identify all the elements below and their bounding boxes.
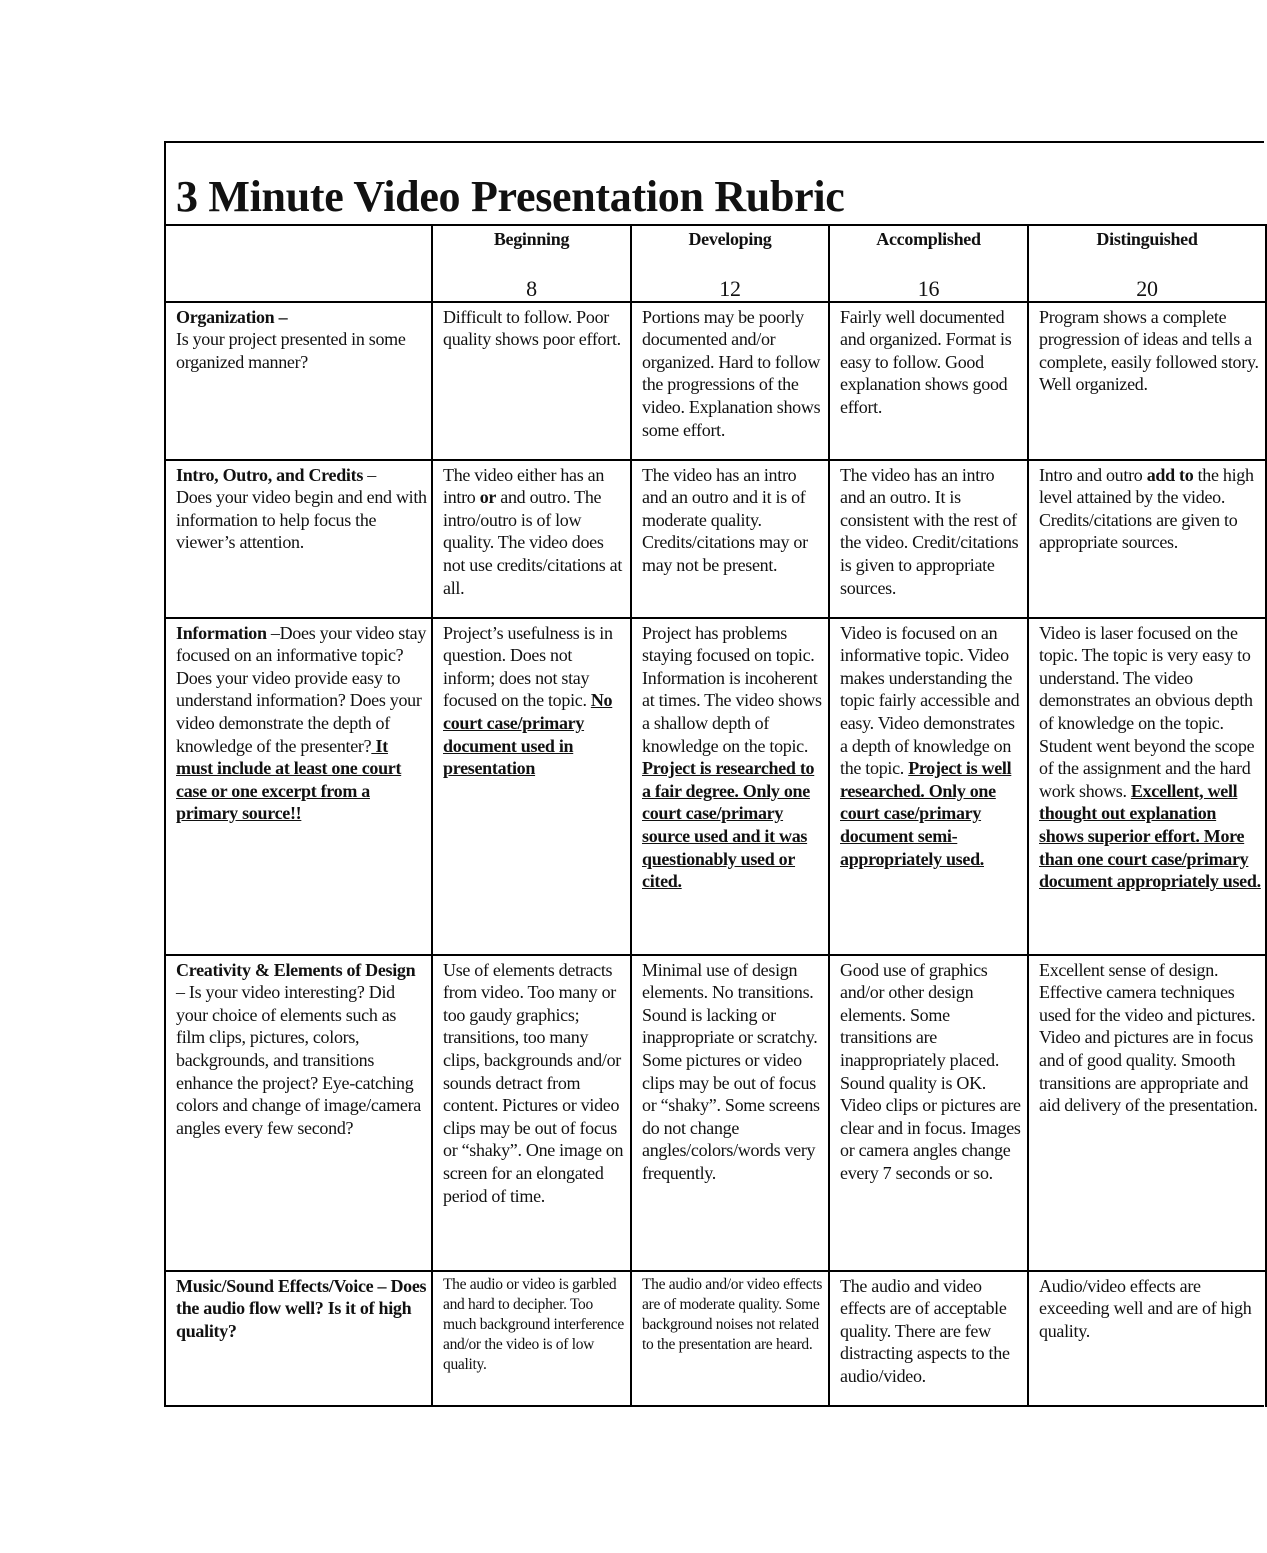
criterion-requirement: It must include at least one court case or one excerpt from a primary source!! bbox=[176, 735, 402, 824]
level-points: 8 bbox=[526, 276, 537, 301]
score-cell-accomplished: The audio and video effects are of acceptable quality. There are few distracting aspects to the audio/video. bbox=[829, 1271, 1028, 1407]
rubric-row-intro-outro bbox=[166, 460, 1266, 618]
level-header-distinguished bbox=[1028, 225, 1266, 302]
level-header-accomplished bbox=[829, 225, 1028, 302]
rubric-row-information bbox=[166, 618, 1266, 955]
score-cell-developing: Portions may be poorly documented and/or organized. Hard to follow the progressions of the video. Explanation shows some effort. bbox=[631, 302, 829, 460]
score-cell-distinguished: Program shows a complete progression of ideas and tells a complete, easily followed story. Well organized. bbox=[1028, 302, 1266, 460]
level-points: 20 bbox=[1136, 276, 1158, 301]
score-cell-beginning: Use of elements detracts from video. Too many or too gaudy graphics; transitions, too many clips, backgrounds and/or sounds detract from content. Pictures or video clips may be out of focus or “shaky”. One image on screen for an elongated period of time. bbox=[432, 955, 631, 1271]
score-cell-beginning bbox=[432, 618, 631, 955]
cell-text: Video is focused on an informative topic. Video makes understanding the topic fairly accessible and easy. Video demonstrates a depth of knowledge on the topic. bbox=[840, 622, 1020, 779]
score-cell-distinguished bbox=[1028, 618, 1266, 955]
criterion-header-cell bbox=[166, 225, 432, 302]
header-row bbox=[166, 225, 1266, 302]
level-header-beginning bbox=[432, 225, 631, 302]
rubric-row-creativity bbox=[166, 955, 1266, 1271]
criterion-title: Intro, Outro, and Credits bbox=[176, 464, 364, 485]
cell-text: Video is laser focused on the topic. The topic is very easy to understand. The video demonstrates an obvious depth of knowledge on the topic. Student went beyond the scope of the assignment and the hard work shows. bbox=[1039, 622, 1255, 801]
score-cell-distinguished bbox=[1028, 460, 1266, 618]
level-name: Developing bbox=[688, 229, 772, 249]
cell-text: The video either has an intro bbox=[443, 464, 605, 508]
criterion-title: Music/Sound Effects/Voice – Does the audio flow well? Is it of high quality? bbox=[176, 1275, 427, 1341]
cell-text: Project’s usefulness is in question. Does not inform; does not stay focused on the topic. bbox=[443, 622, 613, 711]
score-cell-accomplished: The video has an intro and an outro. It is consistent with the rest of the video. Credit/citations is given to appropriate sources. bbox=[829, 460, 1028, 618]
cell-emphasis: add to bbox=[1146, 464, 1194, 485]
cell-emphasis: Excellent, well thought out explanation shows superior effort. More than one court case/primary document appropriately used. bbox=[1039, 780, 1261, 892]
criterion-cell bbox=[166, 1271, 432, 1407]
score-cell-accomplished: Fairly well documented and organized. Format is easy to follow. Good explanation shows good effort. bbox=[829, 302, 1028, 460]
level-header-developing bbox=[631, 225, 829, 302]
rubric-row-organization bbox=[166, 302, 1266, 460]
criterion-question: Is your project presented in some organized manner? bbox=[176, 329, 406, 372]
cell-text: the high level attained by the video. Credits/citations are given to appropriate sources. bbox=[1039, 464, 1254, 553]
score-cell-developing: Minimal use of design elements. No transitions. Sound is lacking or inappropriate or scratchy. Some pictures or video clips may be out of focus or “shaky”. Some screens do not change angles/colors/words very frequently. bbox=[631, 955, 829, 1271]
cell-text: and outro. The intro/outro is of low quality. The video does not use credits/citations at all. bbox=[443, 487, 623, 598]
cell-emphasis: Project is researched to a fair degree. Only one court case/primary source used and it was questionably used or cited. bbox=[642, 758, 815, 892]
rubric-row-music-sound bbox=[166, 1271, 1266, 1407]
score-cell-developing bbox=[631, 618, 829, 955]
level-name: Distinguished bbox=[1096, 229, 1198, 249]
level-name: Beginning bbox=[493, 229, 570, 249]
score-cell-beginning bbox=[432, 460, 631, 618]
cell-emphasis: or bbox=[479, 487, 497, 508]
score-cell-developing: The video has an intro and an outro and it is of moderate quality. Credits/citations may or may not be present. bbox=[631, 460, 829, 618]
score-cell-distinguished: Audio/video effects are exceeding well and are of high quality. bbox=[1028, 1271, 1266, 1407]
level-points: 12 bbox=[719, 276, 741, 301]
score-cell-accomplished: Good use of graphics and/or other design elements. Some transitions are inappropriately placed. Sound quality is OK. Video clips or pictures are clear and in focus. Images or camera angles change every 7 seconds or so. bbox=[829, 955, 1028, 1271]
score-cell-developing: The audio and/or video effects are of moderate quality. Some background noises not related to the presentation are heard. bbox=[631, 1271, 829, 1407]
level-points: 16 bbox=[917, 276, 940, 301]
level-name: Accomplished bbox=[876, 229, 981, 249]
criterion-cell bbox=[166, 302, 432, 460]
criterion-question: –Does your video stay focused on an informative topic? Does your video provide easy to understand information? Does your video demonstrate the depth of knowledge of the presenter? bbox=[176, 622, 427, 756]
criterion-title-suffix: – bbox=[363, 464, 376, 485]
score-cell-beginning: Difficult to follow. Poor quality shows poor effort. bbox=[432, 302, 631, 460]
criterion-title: Organization – bbox=[176, 306, 288, 327]
score-cell-beginning: The audio or video is garbled and hard to decipher. Too much background interference and/or the video is of low quality. bbox=[432, 1271, 631, 1407]
criterion-question: – Is your video interesting? Did your choice of elements such as film clips, pictures, colors, backgrounds, and transitions enhance the project? Eye-catching colors and change of image/camera angles every few second? bbox=[176, 982, 421, 1138]
cell-text: Intro and outro bbox=[1039, 464, 1147, 485]
criterion-title: Creativity & Elements of Design bbox=[176, 959, 416, 980]
cell-emphasis: Project is well researched. Only one court case/primary document semi-appropriately used. bbox=[840, 758, 1012, 869]
criterion-title: Information bbox=[176, 622, 267, 643]
criterion-cell bbox=[166, 618, 432, 955]
score-cell-accomplished bbox=[829, 618, 1028, 955]
criterion-question: Does your video begin and end with information to help focus the viewer’s attention. bbox=[176, 487, 427, 553]
rubric-page bbox=[164, 141, 1264, 1407]
criterion-cell bbox=[166, 955, 432, 1271]
score-cell-distinguished: Excellent sense of design. Effective camera techniques used for the video and pictures. Video and pictures are in focus and of good quality. Smooth transitions are appropriate and aid delivery of the presentation. bbox=[1028, 955, 1266, 1271]
rubric-table bbox=[166, 224, 1267, 1407]
page-title: 3 Minute Video Presentation Rubric bbox=[176, 172, 845, 221]
cell-emphasis: No court case/primary document used in presentation bbox=[443, 690, 613, 779]
cell-text: Project has problems staying focused on topic. Information is incoherent at times. The video shows a shallow depth of knowledge on the topic. bbox=[642, 622, 822, 756]
criterion-cell bbox=[166, 460, 432, 618]
